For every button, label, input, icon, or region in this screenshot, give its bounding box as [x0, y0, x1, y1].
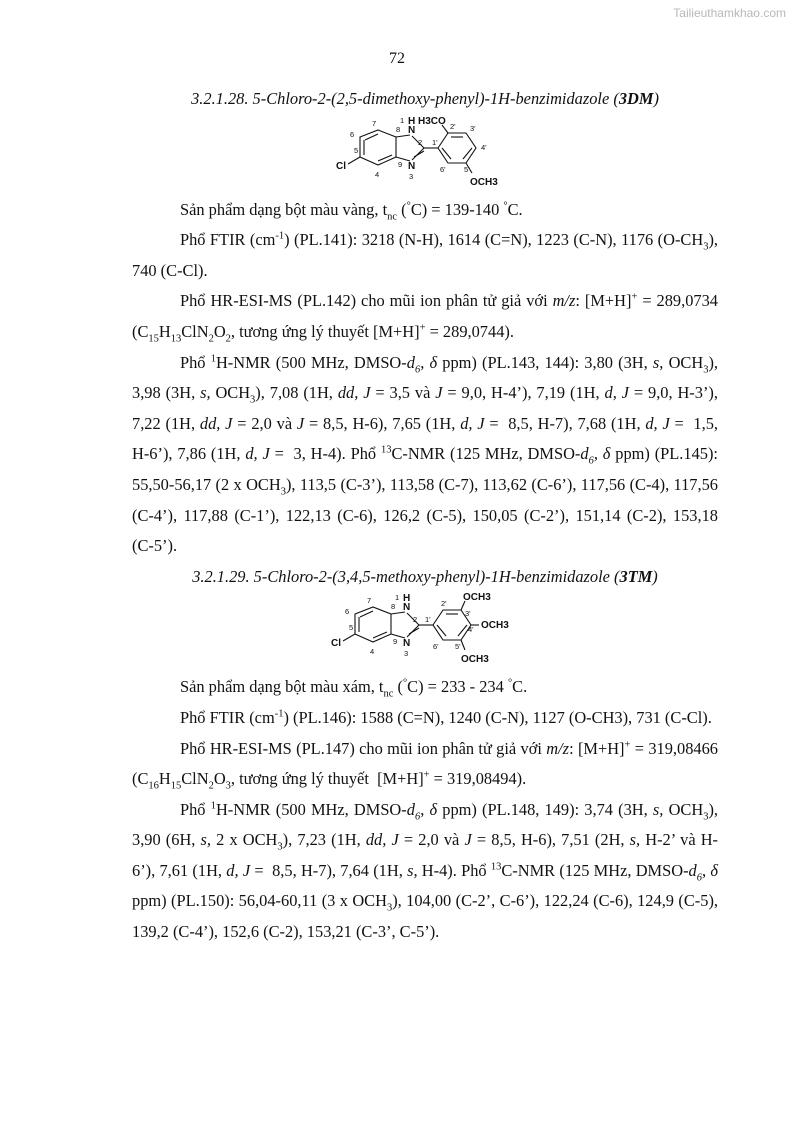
och3-bottom-label: OCH3: [470, 176, 498, 188]
cl-atom-label: Cl: [331, 638, 341, 650]
svg-text:6': 6': [433, 642, 439, 652]
svg-text:5: 5: [354, 145, 359, 155]
svg-text:4: 4: [370, 647, 375, 657]
svg-text:8: 8: [391, 602, 396, 612]
svg-text:2: 2: [413, 615, 418, 625]
structure-3tm: [325, 592, 525, 672]
svg-text:4': 4': [468, 625, 474, 635]
svg-text:2': 2': [450, 121, 456, 131]
svg-text:3: 3: [409, 171, 414, 181]
page-number: 72: [389, 50, 405, 67]
svg-text:4: 4: [375, 169, 380, 179]
svg-text:3': 3': [465, 609, 471, 619]
cl-atom-label: Cl: [336, 160, 346, 172]
watermark: Tailieuthamkhao.com: [673, 6, 786, 20]
h-atom-label: H: [403, 593, 411, 605]
svg-text:2': 2': [441, 599, 447, 609]
svg-text:3: 3: [404, 649, 409, 659]
nh-atom-label: N: [408, 124, 416, 136]
svg-text:5: 5: [349, 623, 354, 633]
svg-text:7: 7: [367, 596, 372, 606]
svg-text:1': 1': [425, 615, 431, 625]
n-atom-label: N: [408, 160, 416, 172]
svg-text:9: 9: [393, 637, 398, 647]
section-heading-3tm: 3.2.1.29. 5-Chloro-2-(3,4,5-methoxy-phenyl)-1H-benzimidazole (3TM): [192, 566, 658, 586]
och3-top-label: OCH3: [463, 592, 491, 604]
svg-text:8: 8: [396, 124, 401, 134]
svg-text:6: 6: [350, 129, 355, 139]
svg-text:9: 9: [398, 159, 403, 169]
svg-text:6: 6: [345, 607, 350, 617]
svg-text:3': 3': [470, 123, 476, 133]
och3-bottom-label: OCH3: [461, 654, 489, 666]
och3-mid-label: OCH3: [481, 620, 509, 632]
n-atom-label: N: [403, 638, 411, 650]
svg-text:1': 1': [432, 137, 438, 147]
svg-text:5': 5': [464, 164, 470, 174]
nh-atom-label: N: [403, 602, 411, 614]
structure-3dm: [330, 115, 520, 195]
section-heading-3dm: 3.2.1.28. 5-Chloro-2-(2,5-dimethoxy-phenyl)-1H-benzimidazole (3DM): [191, 89, 659, 108]
svg-text:7: 7: [372, 118, 377, 128]
svg-text:6': 6': [440, 164, 446, 174]
svg-text:1: 1: [395, 593, 400, 603]
h-atom-label: H: [408, 115, 416, 127]
svg-text:4': 4': [481, 142, 487, 152]
svg-text:1: 1: [400, 115, 405, 125]
page-body: 3.2.1.28. 5-Chloro-2-(2,5-dimethoxy-phenyl)-1H-benzimidazole (3DM) Cl N H N H3CO OCH3 1 2 3 4 5 6 7 8 9 1' 2' 3' 4' 5' 6' Sản phẩm dạng bột màu vàng, $t_{nc}$ (°C) = 139-140 °C. Phổ FTIR $(cm^{-1})$ (PL.141): 3218 (N-H), 1614 (C=N), 1223 (C-N), 1176 $(O-CH_3)$, 740 (C-Cl). Phổ HR-ESI-MS (PL.142) cho mũi ion phân tử giả với m/z: [M+H]+ = 289,0734 ($C_{15}H_{13}ClN_2O_2$, tương ứng lý thuyết [M+H]+ = 289,0744). Phổ $^1$H-NMR (500 MHz, DMSO-$d_6$, δ ppm) (PL.143, 144): 3,80 (3H, s, $OCH_3$), 3,98 (3H, s, $OCH_3$), 7,08 (1H, dd, J = 3,5 và J = 9,0, H-4’), 7,19 (1H, d, J = 9,0, H-3’), 7,22 (1H, dd, J = 2,0 và J = 8,5, H-6), 7,65 (1H, d, J = 8,5, H-7), 7,68 (1H, d, J = 1,5, H-6’), 7,86 (1H, d, J = 3, H-4). Phổ $^{13}$C-NMR (125 MHz, DMSO-$d_6$, δ ppm) (PL.145): 55,50-56,17 (2 x $OCH_3$), 113,5 (C-3’), 113,58 (C-7), 113,62 (C-6’), 117,56 (C-4), 117,56 (C-4’), 117,88 (C-1’), 122,13 (C-6), 126,2 (C-5), 150,05 (C-2’), 151,14 (C-2), 153,18 (C-5’). 3.2.1.29. 5-Chloro-2-(3,4,5-methoxy-phenyl)-1H-benzimidazole (3TM) Cl N H N OCH3 OCH3 OCH3 1 2 3 4 5 6 7 8 9 1' 2' 3' 4' 5' 6' Sản phẩm dạng bột màu xám, $t_{nc}$ (°C) = 233 - 234 °C. Phổ FTIR $(cm^{-1})$ (PL.146): 1588 (C=N), 1240 (C-N), 1127 (O-CH3), 731 (C-Cl). Phổ HR-ESI-MS (PL.147) cho mũi ion phân tử giả với m/z: [M+H]+ = 319,08466 ($C_{16}H_{15}ClN_2O_3$, tương ứng lý thuyết [M+H]+ = 319,08494). Phổ $^1$H-NMR (500 MHz, DMSO-$d_6$, δ ppm) (PL.148, 149): 3,74 (3H, s, $OCH_3$), 3,90 (6H, s, 2 x $OCH_3$), 7,23 (1H, dd, J = 2,0 và J = 8,5, H-6), 7,51 (2H, s, H-2’ và H-6’), 7,61 (1H, d, J = 8,5, H-7), 7,64 (1H, s, H-4). Phổ $^{13}$C-NMR (125 MHz, DMSO-$d_6$, δ ppm) (PL.150): 56,04-60,11 (3 x $OCH_3$), 104,00 (C-2’, C-6’), 122,24 (C-6), 124,9 (C-5), 139,2 (C-4’), 152,6 (C-2), 153,21 (C-3’, C-5’).: [132, 84, 718, 948]
svg-text:5': 5': [455, 642, 461, 652]
och3-top-label: H3CO: [418, 115, 446, 127]
svg-text:2: 2: [418, 137, 423, 147]
